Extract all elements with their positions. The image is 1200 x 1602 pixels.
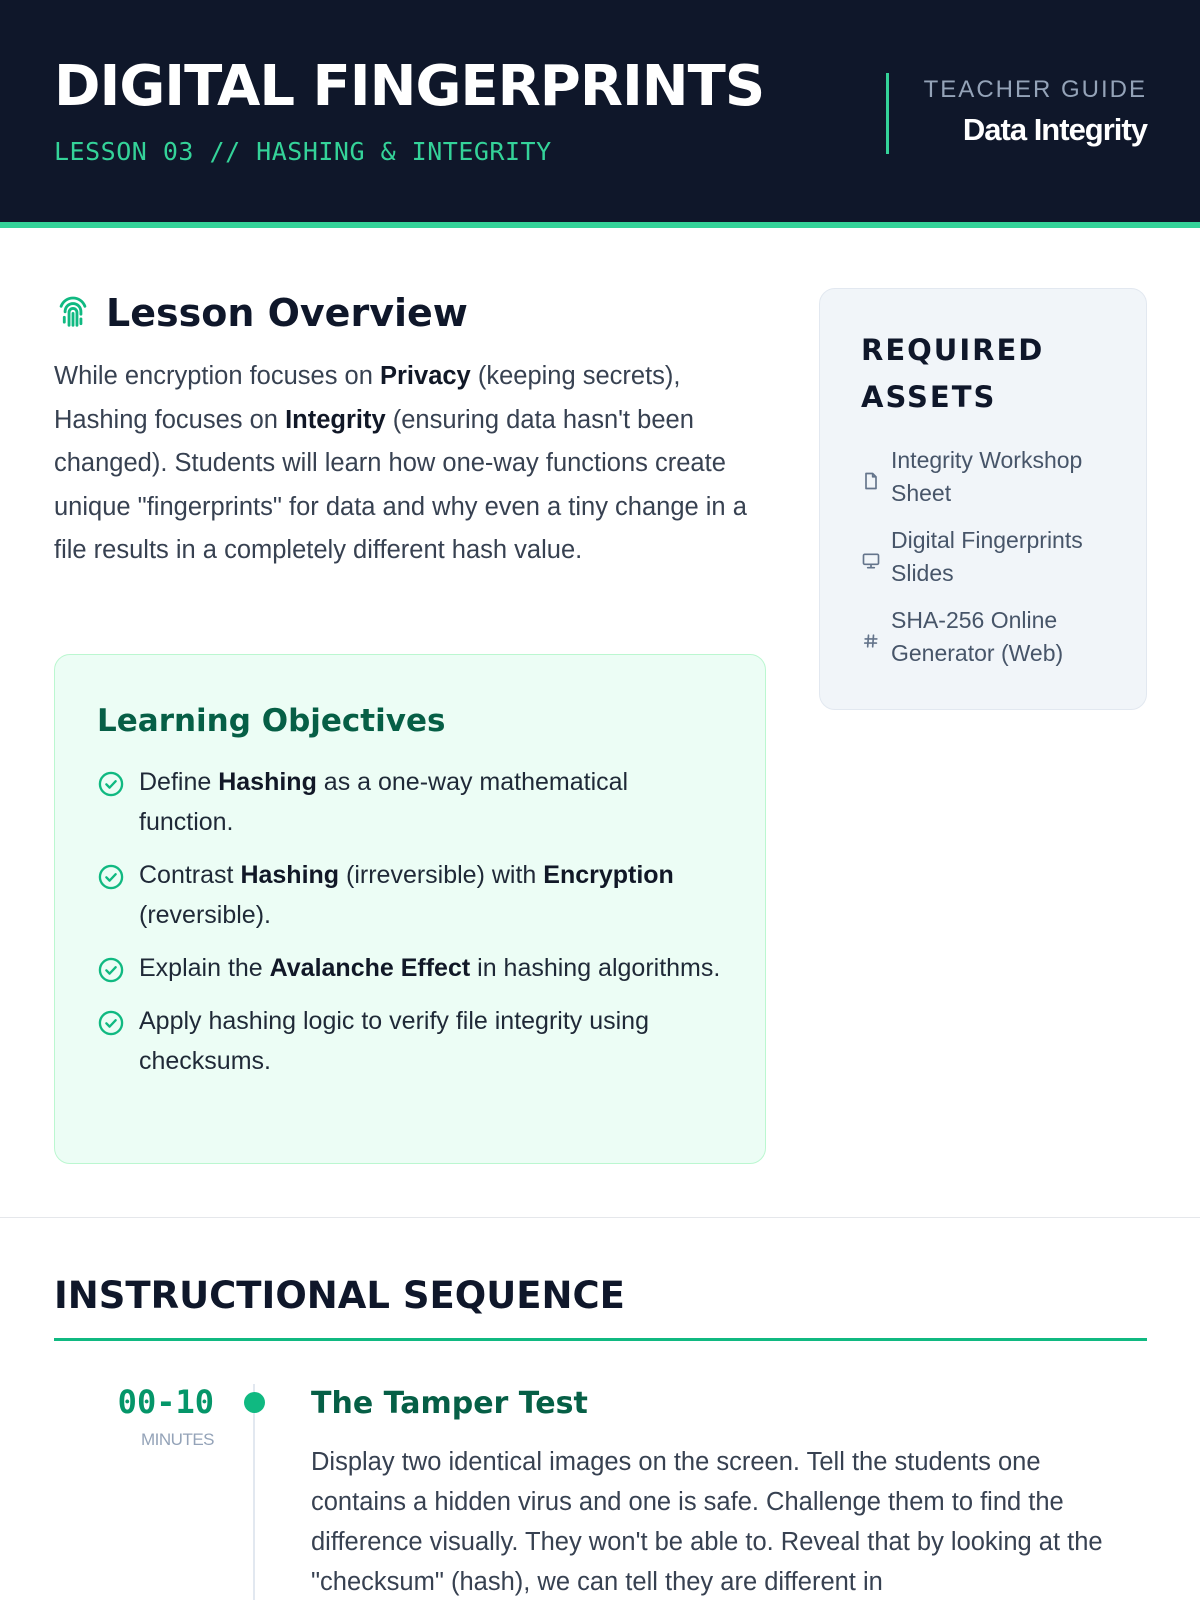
bold-term: Hashing (240, 861, 340, 889)
objective-text: Apply hashing logic to verify file integrity using checksums. (139, 1007, 649, 1075)
objective-item (97, 762, 727, 842)
objective-item (97, 855, 727, 935)
sequence-rule (54, 1338, 1147, 1341)
bold-term: Integrity (285, 405, 386, 434)
asset-label: SHA-256 Online Generator (Web) (891, 607, 1064, 666)
objectives-title: Learning Objectives (97, 703, 446, 739)
objective-text: Contrast Hashing (irreversible) with Encryption (reversible). (139, 861, 674, 929)
check-circle-icon (97, 770, 125, 798)
assets-list (861, 444, 1121, 684)
bold-term: Encryption (543, 861, 674, 889)
header-divider (886, 73, 889, 154)
objective-item (97, 1001, 727, 1081)
check-circle-icon (97, 956, 125, 984)
learning-objectives-panel (54, 654, 766, 1164)
asset-item[interactable] (861, 604, 1121, 670)
asset-item[interactable] (861, 524, 1121, 590)
asset-label: Digital Fingerprints Slides (891, 527, 1083, 586)
step-title: The Tamper Test (311, 1386, 588, 1421)
fingerprint-icon (54, 292, 92, 335)
monitor-icon (861, 547, 881, 567)
lesson-subtitle: LESSON 03 // HASHING & INTEGRITY (54, 137, 552, 166)
overview-heading (54, 288, 468, 338)
check-circle-icon (97, 1009, 125, 1037)
asset-item[interactable] (861, 444, 1121, 510)
overview-title: Lesson Overview (106, 291, 468, 335)
step-time-unit: MINUTES (141, 1430, 214, 1449)
objective-text: Explain the Avalanche Effect in hashing algorithms. (139, 954, 721, 982)
objective-text: Define Hashing as a one-way mathematical function. (139, 768, 629, 836)
timeline-dot (244, 1392, 265, 1413)
timeline-line (253, 1384, 255, 1600)
file-icon (861, 467, 881, 487)
step-time: 00-10 (117, 1383, 214, 1421)
section-divider (0, 1217, 1200, 1218)
asset-label: Integrity Workshop Sheet (891, 447, 1083, 506)
bold-term: Privacy (380, 362, 471, 390)
objectives-list (97, 762, 727, 1094)
hash-icon (861, 627, 881, 647)
bold-term: Avalanche Effect (269, 954, 471, 982)
guide-topic: Data Integrity (962, 112, 1147, 147)
objective-item (97, 948, 727, 988)
guide-label: TEACHER GUIDE (923, 76, 1147, 103)
step-description: Display two identical images on the screen. Tell the students one contains a hidden virus and one is safe. Challenge them to find the difference visually. They won't be able to. Reveal that by looking at the "checksum" (hash), we can tell they are different in (311, 1448, 1103, 1596)
bold-term: Hashing (218, 768, 317, 796)
page-title: DIGITAL FINGERPRINTS (54, 54, 765, 119)
sequence-title: INSTRUCTIONAL SEQUENCE (54, 1274, 625, 1317)
page-header (0, 0, 1200, 228)
check-circle-icon (97, 863, 125, 891)
assets-title: REQUIRED ASSETS (861, 333, 1045, 414)
overview-text: While encryption focuses on Privacy (keeping secrets), Hashing focuses on Integrity (ensuring data hasn't been changed). Students will learn how one-way functions create unique "fingerprints" for data and why even a tiny change in a file results in a completely different hash value. (54, 362, 747, 564)
required-assets-panel (819, 288, 1147, 710)
